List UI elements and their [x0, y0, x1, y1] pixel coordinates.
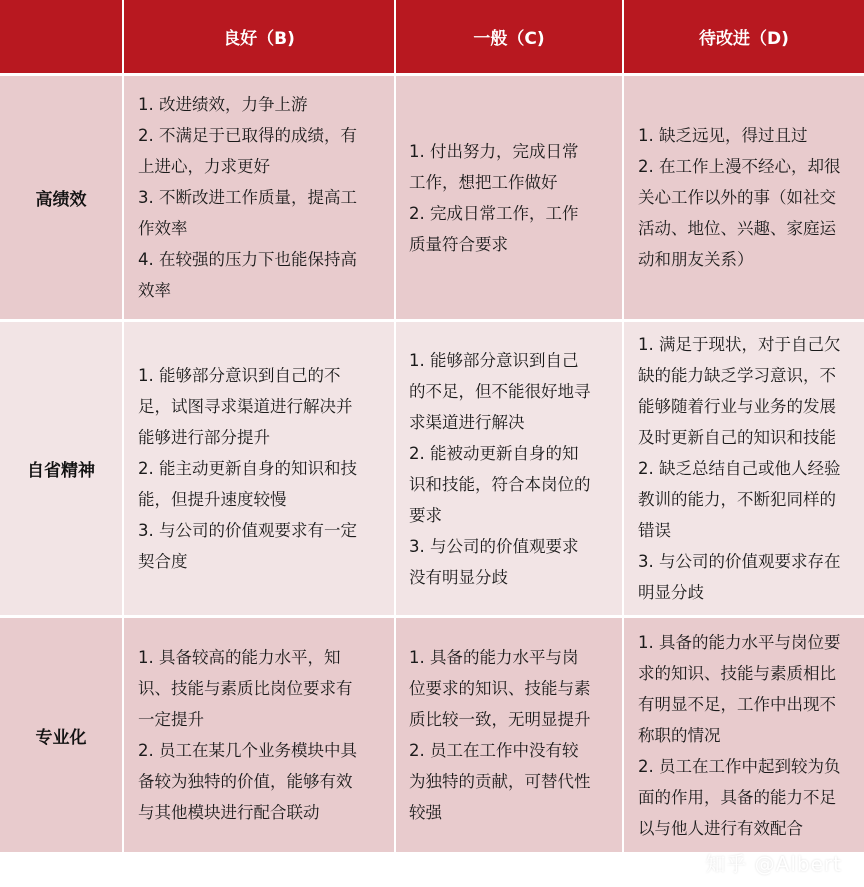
cell-text-line: 1. 能够部分意识到自己	[409, 350, 579, 370]
cell-text-line: 明显分歧	[638, 583, 704, 602]
cell-text-line: 有明显不足，工作中出现不	[638, 694, 836, 714]
cell-text-line: 1. 具备的能力水平与岗位要	[638, 632, 841, 652]
cell-high-performance-d	[624, 76, 864, 322]
watermark: 知乎 @Albert	[705, 852, 842, 876]
cell-text-line: 契合度	[138, 552, 188, 571]
cell-text-line: 位要求的知识、技能与素	[409, 679, 591, 698]
cell-text-line: 要求	[409, 505, 442, 525]
cell-text-line: 备较为独特的价值，能够有效	[138, 772, 353, 791]
cell-text-line: 1. 缺乏远见，得过且过	[638, 126, 808, 145]
cell-text-line: 及时更新自己的知识和技能	[638, 428, 836, 447]
header-corner-cell	[0, 0, 124, 76]
cell-text-line: 较强	[409, 803, 442, 822]
cell-text-line: 足，试图寻求渠道进行解决并	[138, 397, 353, 416]
cell-text-line: 1. 能够部分意识到自己的不	[138, 366, 341, 385]
cell-text-line: 1. 付出努力，完成日常	[409, 141, 579, 161]
cell-text-line: 质比较一致，无明显提升	[409, 710, 591, 729]
cell-text-line: 2. 员工在工作中起到较为负	[638, 756, 841, 776]
cell-text-line: 一定提升	[138, 710, 204, 729]
cell-text-line: 称职的情况	[638, 725, 721, 745]
cell-text-line: 识、技能与素质比岗位要求有	[138, 679, 353, 698]
cell-self-reflection-d	[624, 322, 864, 618]
cell-text-line: 2. 在工作上漫不经心，却很	[638, 157, 841, 176]
cell-text-line: 3. 与公司的价值观要求有一定	[138, 521, 357, 540]
cell-text-line: 能，但提升速度较慢	[138, 490, 287, 509]
cell-self-reflection-b	[124, 322, 396, 618]
cell-text-line: 上进心，力求更好	[138, 157, 270, 176]
cell-text-line: 以与他人进行有效配合	[638, 818, 803, 838]
cell-text-line: 质量符合要求	[409, 234, 508, 254]
cell-text-line: 2. 员工在某几个业务模块中具	[138, 741, 357, 760]
cell-text-line: 能够随着行业与业务的发展	[638, 397, 836, 416]
cell-text-line: 求的知识、技能与素质相比	[638, 663, 836, 683]
cell-text-line: 关心工作以外的事（如社交	[638, 188, 836, 207]
row-label-self-reflection: 自省精神	[0, 322, 124, 618]
cell-self-reflection-c	[396, 322, 624, 618]
cell-high-performance-c	[396, 76, 624, 322]
cell-text-line: 3. 与公司的价值观要求	[409, 536, 579, 556]
cell-text-line: 作效率	[138, 219, 188, 238]
cell-text-line: 求渠道进行解决	[409, 412, 525, 432]
cell-text-line: 能够进行部分提升	[138, 428, 270, 447]
cell-text-line: 3. 与公司的价值观要求存在	[638, 552, 841, 571]
cell-text-line: 2. 缺乏总结自己或他人经验	[638, 459, 841, 478]
cell-text-line: 效率	[138, 281, 171, 300]
cell-text-line: 的不足，但不能很好地寻	[409, 381, 591, 401]
cell-text-line: 2. 能被动更新自身的知	[409, 443, 579, 463]
cell-text-line: 4. 在较强的压力下也能保持高	[138, 250, 357, 269]
cell-text-line: 面的作用，具备的能力不足	[638, 787, 836, 807]
cell-text-line: 2. 完成日常工作，工作	[409, 203, 579, 223]
cell-text-line: 2. 不满足于已取得的成绩，有	[138, 126, 357, 145]
header-improve-d: 待改进（D)	[624, 0, 864, 76]
cell-text-line: 1. 具备较高的能力水平，知	[138, 648, 341, 667]
cell-professionalism-d	[624, 618, 864, 855]
cell-text-line: 1. 满足于现状，对于自己欠	[638, 335, 841, 354]
cell-text-line: 1. 具备的能力水平与岗	[409, 648, 579, 667]
cell-text-line: 与其他模块进行配合联动	[138, 803, 320, 822]
cell-professionalism-b	[124, 618, 396, 855]
header-good-b: 良好（B)	[124, 0, 396, 76]
cell-text-line: 工作，想把工作做好	[409, 172, 558, 192]
cell-text-line: 识和技能，符合本岗位的	[409, 474, 591, 494]
header-average-c: 一般（C)	[396, 0, 624, 76]
cell-text-line: 活动、地位、兴趣、家庭运	[638, 219, 836, 238]
cell-text-line: 缺的能力缺乏学习意识，不	[638, 366, 836, 385]
cell-professionalism-c	[396, 618, 624, 855]
cell-text-line: 1. 改进绩效，力争上游	[138, 95, 308, 114]
cell-text-line: 错误	[638, 521, 671, 540]
cell-text-line: 动和朋友关系）	[638, 250, 754, 269]
cell-text-line: 2. 能主动更新自身的知识和技	[138, 459, 357, 478]
row-label-professionalism: 专业化	[0, 618, 124, 855]
cell-text-line: 没有明显分歧	[409, 567, 508, 587]
cell-text-line: 为独特的贡献，可替代性	[409, 772, 591, 791]
row-label-high-performance: 高绩效	[0, 76, 124, 322]
cell-text-line: 3. 不断改进工作质量，提高工	[138, 188, 357, 207]
cell-text-line: 教训的能力，不断犯同样的	[638, 490, 836, 509]
cell-high-performance-b	[124, 76, 396, 322]
cell-text-line: 2. 员工在工作中没有较	[409, 741, 579, 760]
